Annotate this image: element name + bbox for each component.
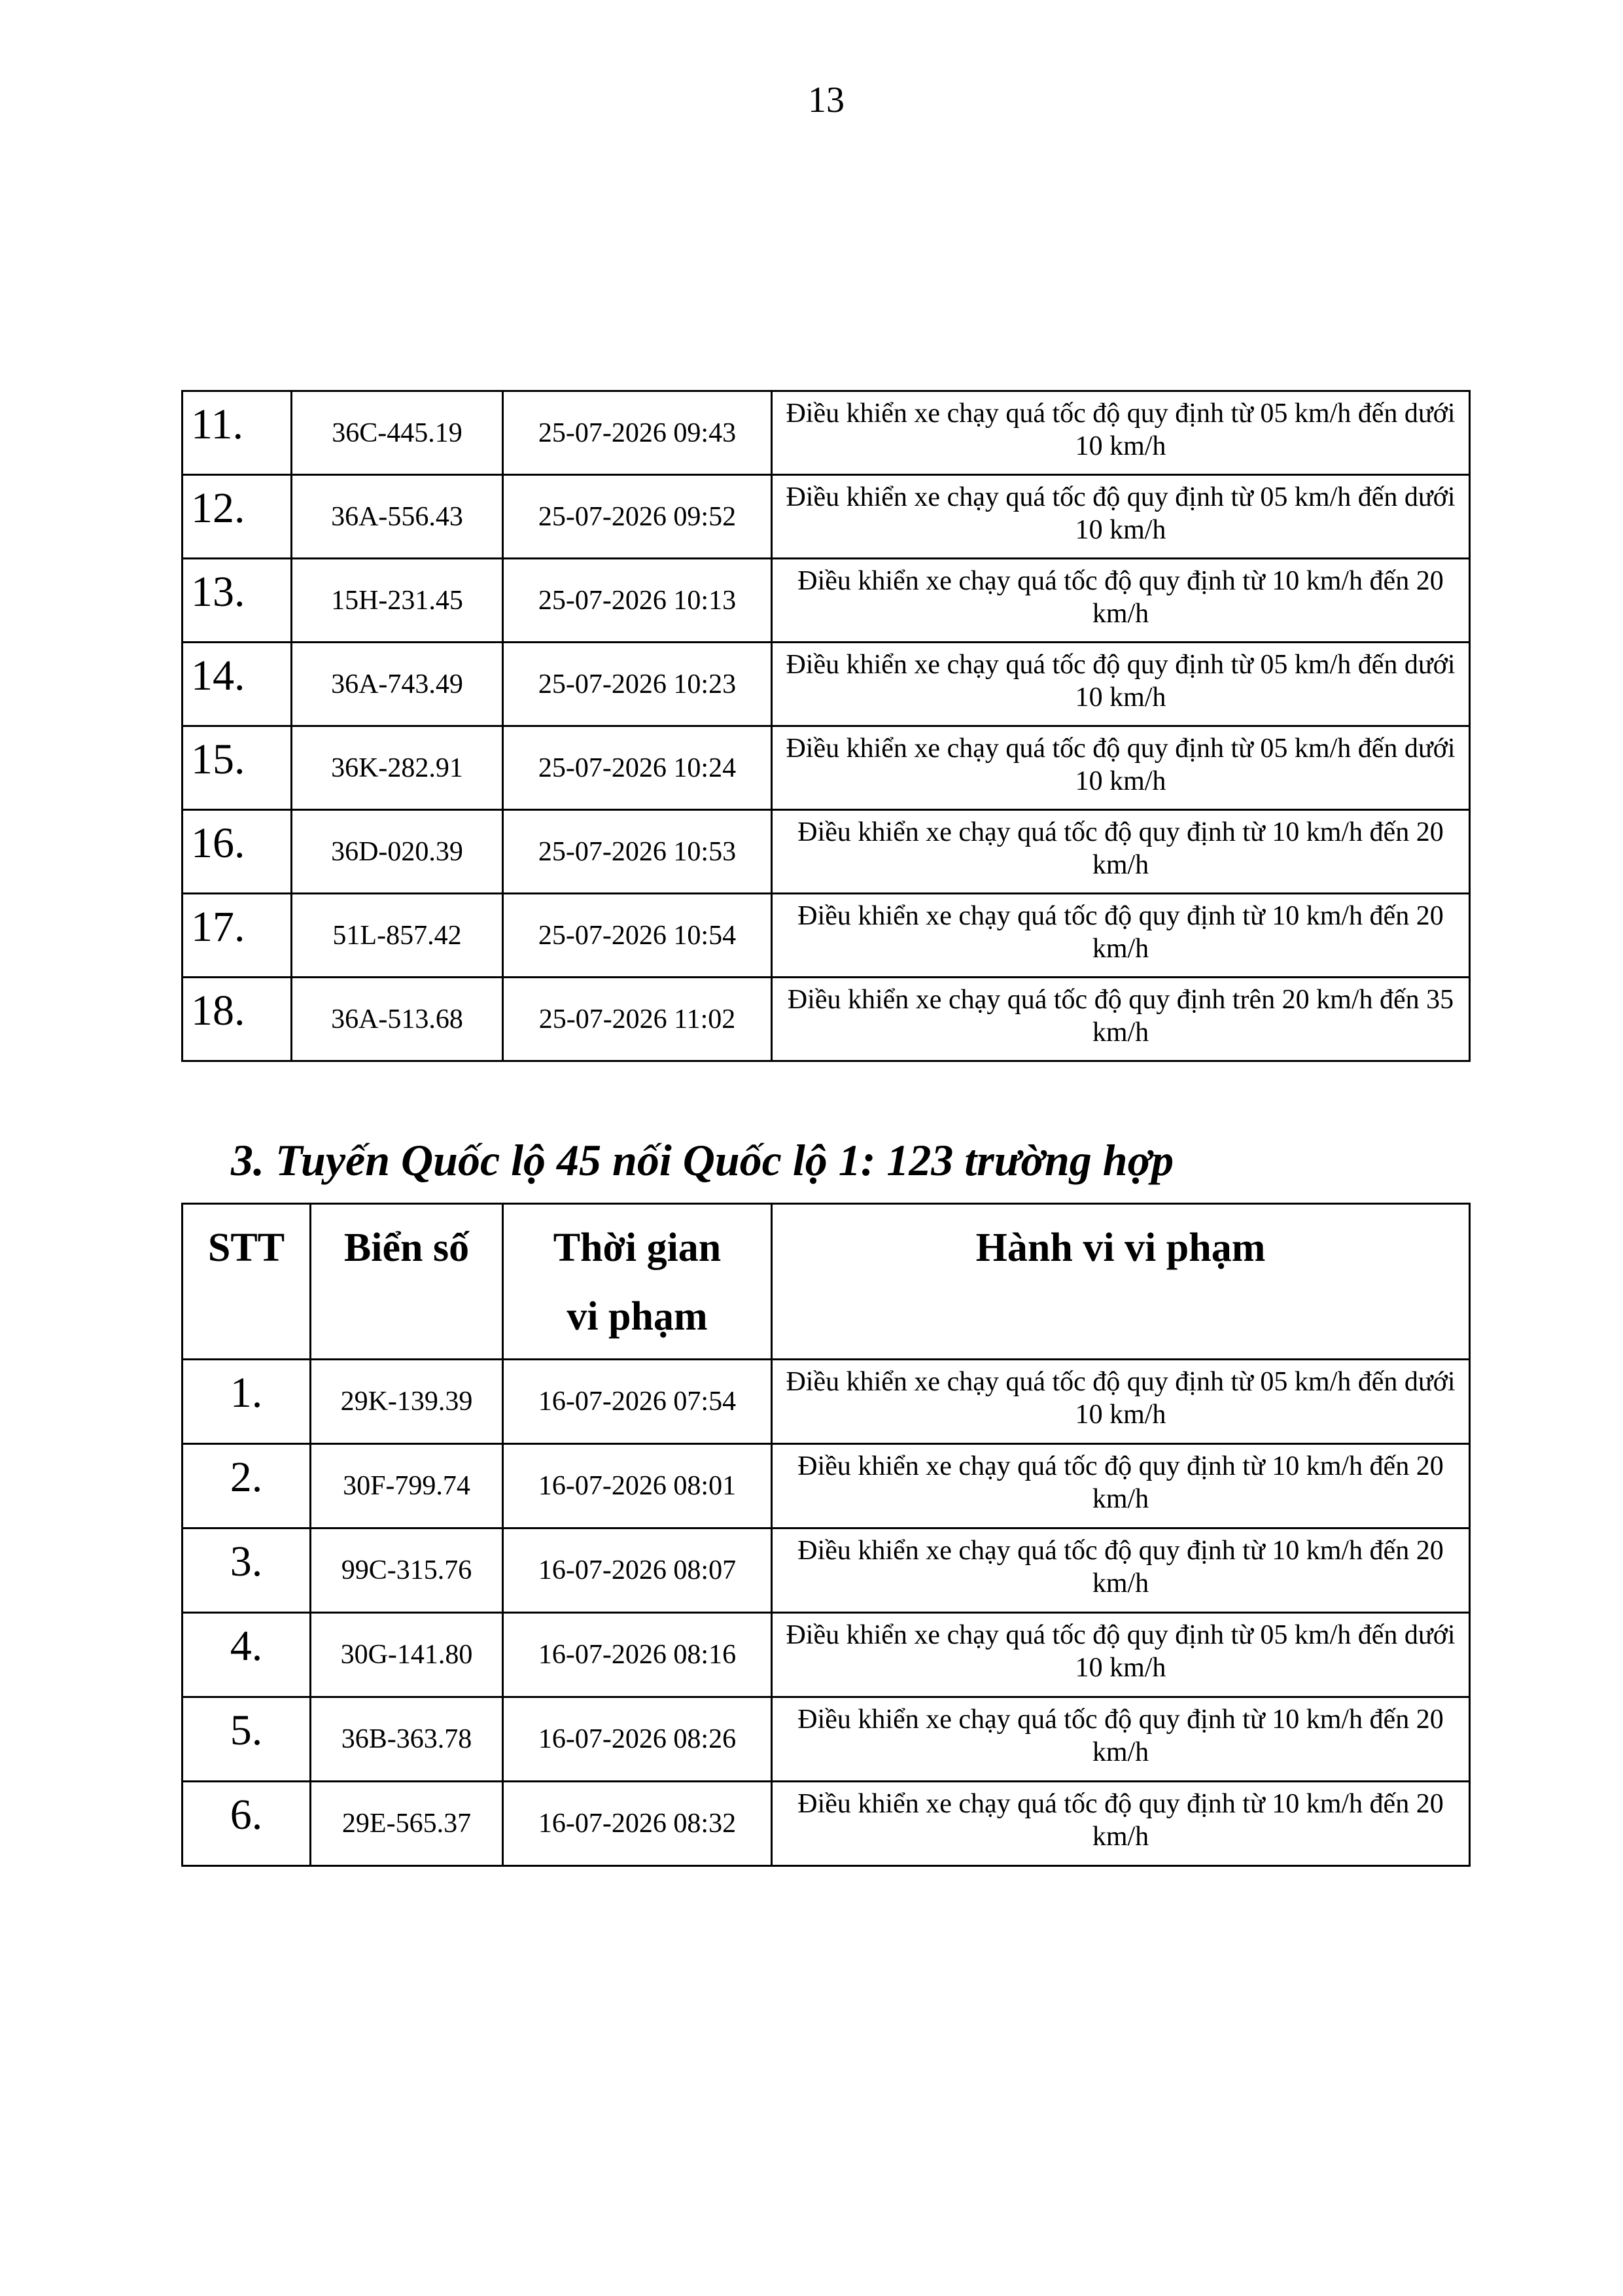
violation-time: 16-07-2026 08:01 <box>503 1444 772 1528</box>
license-plate: 36A-513.68 <box>292 978 503 1061</box>
license-plate: 29K-139.39 <box>311 1360 503 1444</box>
violation-description: Điều khiển xe chạy quá tốc độ quy định từ 10 km/h đến 20 km/h <box>772 1697 1470 1782</box>
table-header-row <box>183 1204 1470 1360</box>
license-plate: 36A-743.49 <box>292 643 503 726</box>
violation-description: Điều khiển xe chạy quá tốc độ quy định trên 20 km/h đến 35 km/h <box>772 978 1470 1061</box>
row-number: 13. <box>183 559 292 643</box>
row-number: 1. <box>183 1360 311 1444</box>
violation-description: Điều khiển xe chạy quá tốc độ quy định từ 10 km/h đến 20 km/h <box>772 1528 1470 1613</box>
row-number: 12. <box>183 475 292 559</box>
license-plate: 30G-141.80 <box>311 1613 503 1697</box>
violation-time: 25-07-2026 09:43 <box>503 391 772 475</box>
violations-table-continued <box>181 390 1471 1062</box>
table-row <box>183 643 1470 726</box>
table-row <box>183 1697 1470 1782</box>
violation-time: 16-07-2026 08:26 <box>503 1697 772 1782</box>
license-plate: 36C-445.19 <box>292 391 503 475</box>
license-plate: 36K-282.91 <box>292 726 503 810</box>
license-plate: 51L-857.42 <box>292 894 503 978</box>
license-plate: 29E-565.37 <box>311 1782 503 1866</box>
violation-time: 25-07-2026 09:52 <box>503 475 772 559</box>
row-number: 4. <box>183 1613 311 1697</box>
table-row <box>183 1613 1470 1697</box>
violation-time: 25-07-2026 10:53 <box>503 810 772 894</box>
row-number: 11. <box>183 391 292 475</box>
row-number: 16. <box>183 810 292 894</box>
violation-time: 25-07-2026 11:02 <box>503 978 772 1061</box>
table-row <box>183 1528 1470 1613</box>
table-row <box>183 1444 1470 1528</box>
row-number: 14. <box>183 643 292 726</box>
header-stt: STT <box>183 1204 311 1360</box>
violation-time: 25-07-2026 10:24 <box>503 726 772 810</box>
header-time <box>503 1204 772 1360</box>
header-time-line1: Thời gian <box>553 1226 722 1270</box>
table-row <box>183 978 1470 1061</box>
violation-time: 16-07-2026 08:32 <box>503 1782 772 1866</box>
violation-time: 16-07-2026 07:54 <box>503 1360 772 1444</box>
violation-time: 16-07-2026 08:07 <box>503 1528 772 1613</box>
violation-description: Điều khiển xe chạy quá tốc độ quy định từ 10 km/h đến 20 km/h <box>772 894 1470 978</box>
table-row <box>183 726 1470 810</box>
license-plate: 36D-020.39 <box>292 810 503 894</box>
license-plate: 30F-799.74 <box>311 1444 503 1528</box>
violation-description: Điều khiển xe chạy quá tốc độ quy định từ 05 km/h đến dưới 10 km/h <box>772 1613 1470 1697</box>
table-row <box>183 559 1470 643</box>
violation-description: Điều khiển xe chạy quá tốc độ quy định từ 10 km/h đến 20 km/h <box>772 1782 1470 1866</box>
header-time-line2: vi phạm <box>567 1294 708 1339</box>
row-number: 18. <box>183 978 292 1061</box>
violation-description: Điều khiển xe chạy quá tốc độ quy định từ 10 km/h đến 20 km/h <box>772 1444 1470 1528</box>
row-number: 5. <box>183 1697 311 1782</box>
license-plate: 36A-556.43 <box>292 475 503 559</box>
violation-description: Điều khiển xe chạy quá tốc độ quy định từ 05 km/h đến dưới 10 km/h <box>772 391 1470 475</box>
license-plate: 15H-231.45 <box>292 559 503 643</box>
table-row <box>183 391 1470 475</box>
row-number: 6. <box>183 1782 311 1866</box>
violation-time: 25-07-2026 10:54 <box>503 894 772 978</box>
violations-table-route-3 <box>181 1203 1471 1867</box>
table-row <box>183 475 1470 559</box>
section-heading: 3. Tuyến Quốc lộ 45 nối Quốc lộ 1: 123 trường hợp <box>231 1135 1174 1185</box>
license-plate: 36B-363.78 <box>311 1697 503 1782</box>
page-number: 13 <box>808 80 845 120</box>
header-violation: Hành vi vi phạm <box>772 1204 1470 1360</box>
table-row <box>183 810 1470 894</box>
table-row <box>183 1782 1470 1866</box>
violation-description: Điều khiển xe chạy quá tốc độ quy định từ 05 km/h đến dưới 10 km/h <box>772 643 1470 726</box>
violation-description: Điều khiển xe chạy quá tốc độ quy định từ 05 km/h đến dưới 10 km/h <box>772 475 1470 559</box>
row-number: 17. <box>183 894 292 978</box>
license-plate: 99C-315.76 <box>311 1528 503 1613</box>
table-row <box>183 1360 1470 1444</box>
violation-description: Điều khiển xe chạy quá tốc độ quy định từ 10 km/h đến 20 km/h <box>772 810 1470 894</box>
table-row <box>183 894 1470 978</box>
violation-time: 25-07-2026 10:13 <box>503 559 772 643</box>
violation-description: Điều khiển xe chạy quá tốc độ quy định từ 10 km/h đến 20 km/h <box>772 559 1470 643</box>
violation-time: 16-07-2026 08:16 <box>503 1613 772 1697</box>
header-plate: Biển số <box>311 1204 503 1360</box>
violation-description: Điều khiển xe chạy quá tốc độ quy định từ 05 km/h đến dưới 10 km/h <box>772 1360 1470 1444</box>
violation-time: 25-07-2026 10:23 <box>503 643 772 726</box>
violation-description: Điều khiển xe chạy quá tốc độ quy định từ 05 km/h đến dưới 10 km/h <box>772 726 1470 810</box>
row-number: 15. <box>183 726 292 810</box>
row-number: 2. <box>183 1444 311 1528</box>
row-number: 3. <box>183 1528 311 1613</box>
